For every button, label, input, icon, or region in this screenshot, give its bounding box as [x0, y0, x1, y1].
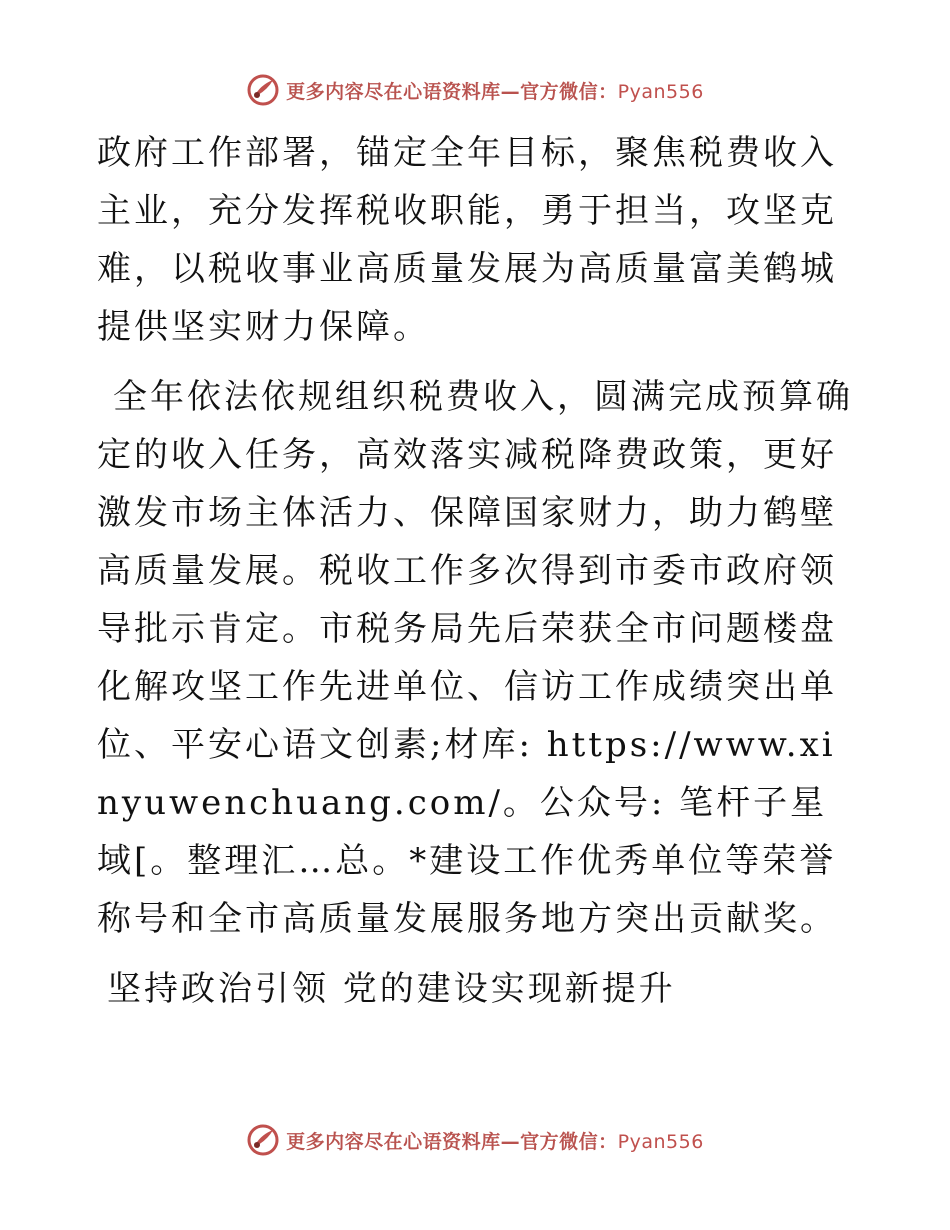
quill-seal-icon: [246, 1123, 280, 1157]
paragraph-1: 政府工作部署，锚定全年目标，聚焦税费收入主业，充分发挥税收职能，勇于担当，攻坚克难，以税收事业高质量发展为高质量富美鹤城提供坚实财力保障。: [97, 133, 837, 347]
watermark-text: [286, 1127, 704, 1154]
watermark-label: 更多内容尽在心语资料库—官方微信：: [286, 80, 618, 103]
footer-watermark: [0, 1122, 950, 1158]
watermark-handle: Pyan556: [617, 80, 704, 103]
section-heading: 坚持政治引领 党的建设实现新提升: [107, 969, 676, 1009]
quill-seal-icon: [246, 73, 280, 107]
document-body: [97, 124, 857, 1018]
header-watermark: [0, 72, 950, 108]
paragraph-2: 全年依法依规组织税费收入，圆满完成预算确定的收入任务，高效落实减税降费政策，更好激发市场主体活力、保障国家财力，助力鹤壁高质量发展。税收工作多次得到市委市政府领导批示肯定。市税务局先后荣获全市问题楼盘化解攻坚工作先进单位、信访工作成绩突出单位、平安心语文创素;材库: https://www.xinyuwenchuang.com/。公众号: 笔杆子星域[。整理汇…总。*建设工作优秀单位等荣誉称号和全市高质量发展服务地方突出贡献奖。: [97, 377, 853, 939]
watermark-text: [286, 77, 704, 104]
watermark-label: 更多内容尽在心语资料库—官方微信：: [286, 1130, 618, 1153]
watermark-handle: Pyan556: [617, 1130, 704, 1153]
